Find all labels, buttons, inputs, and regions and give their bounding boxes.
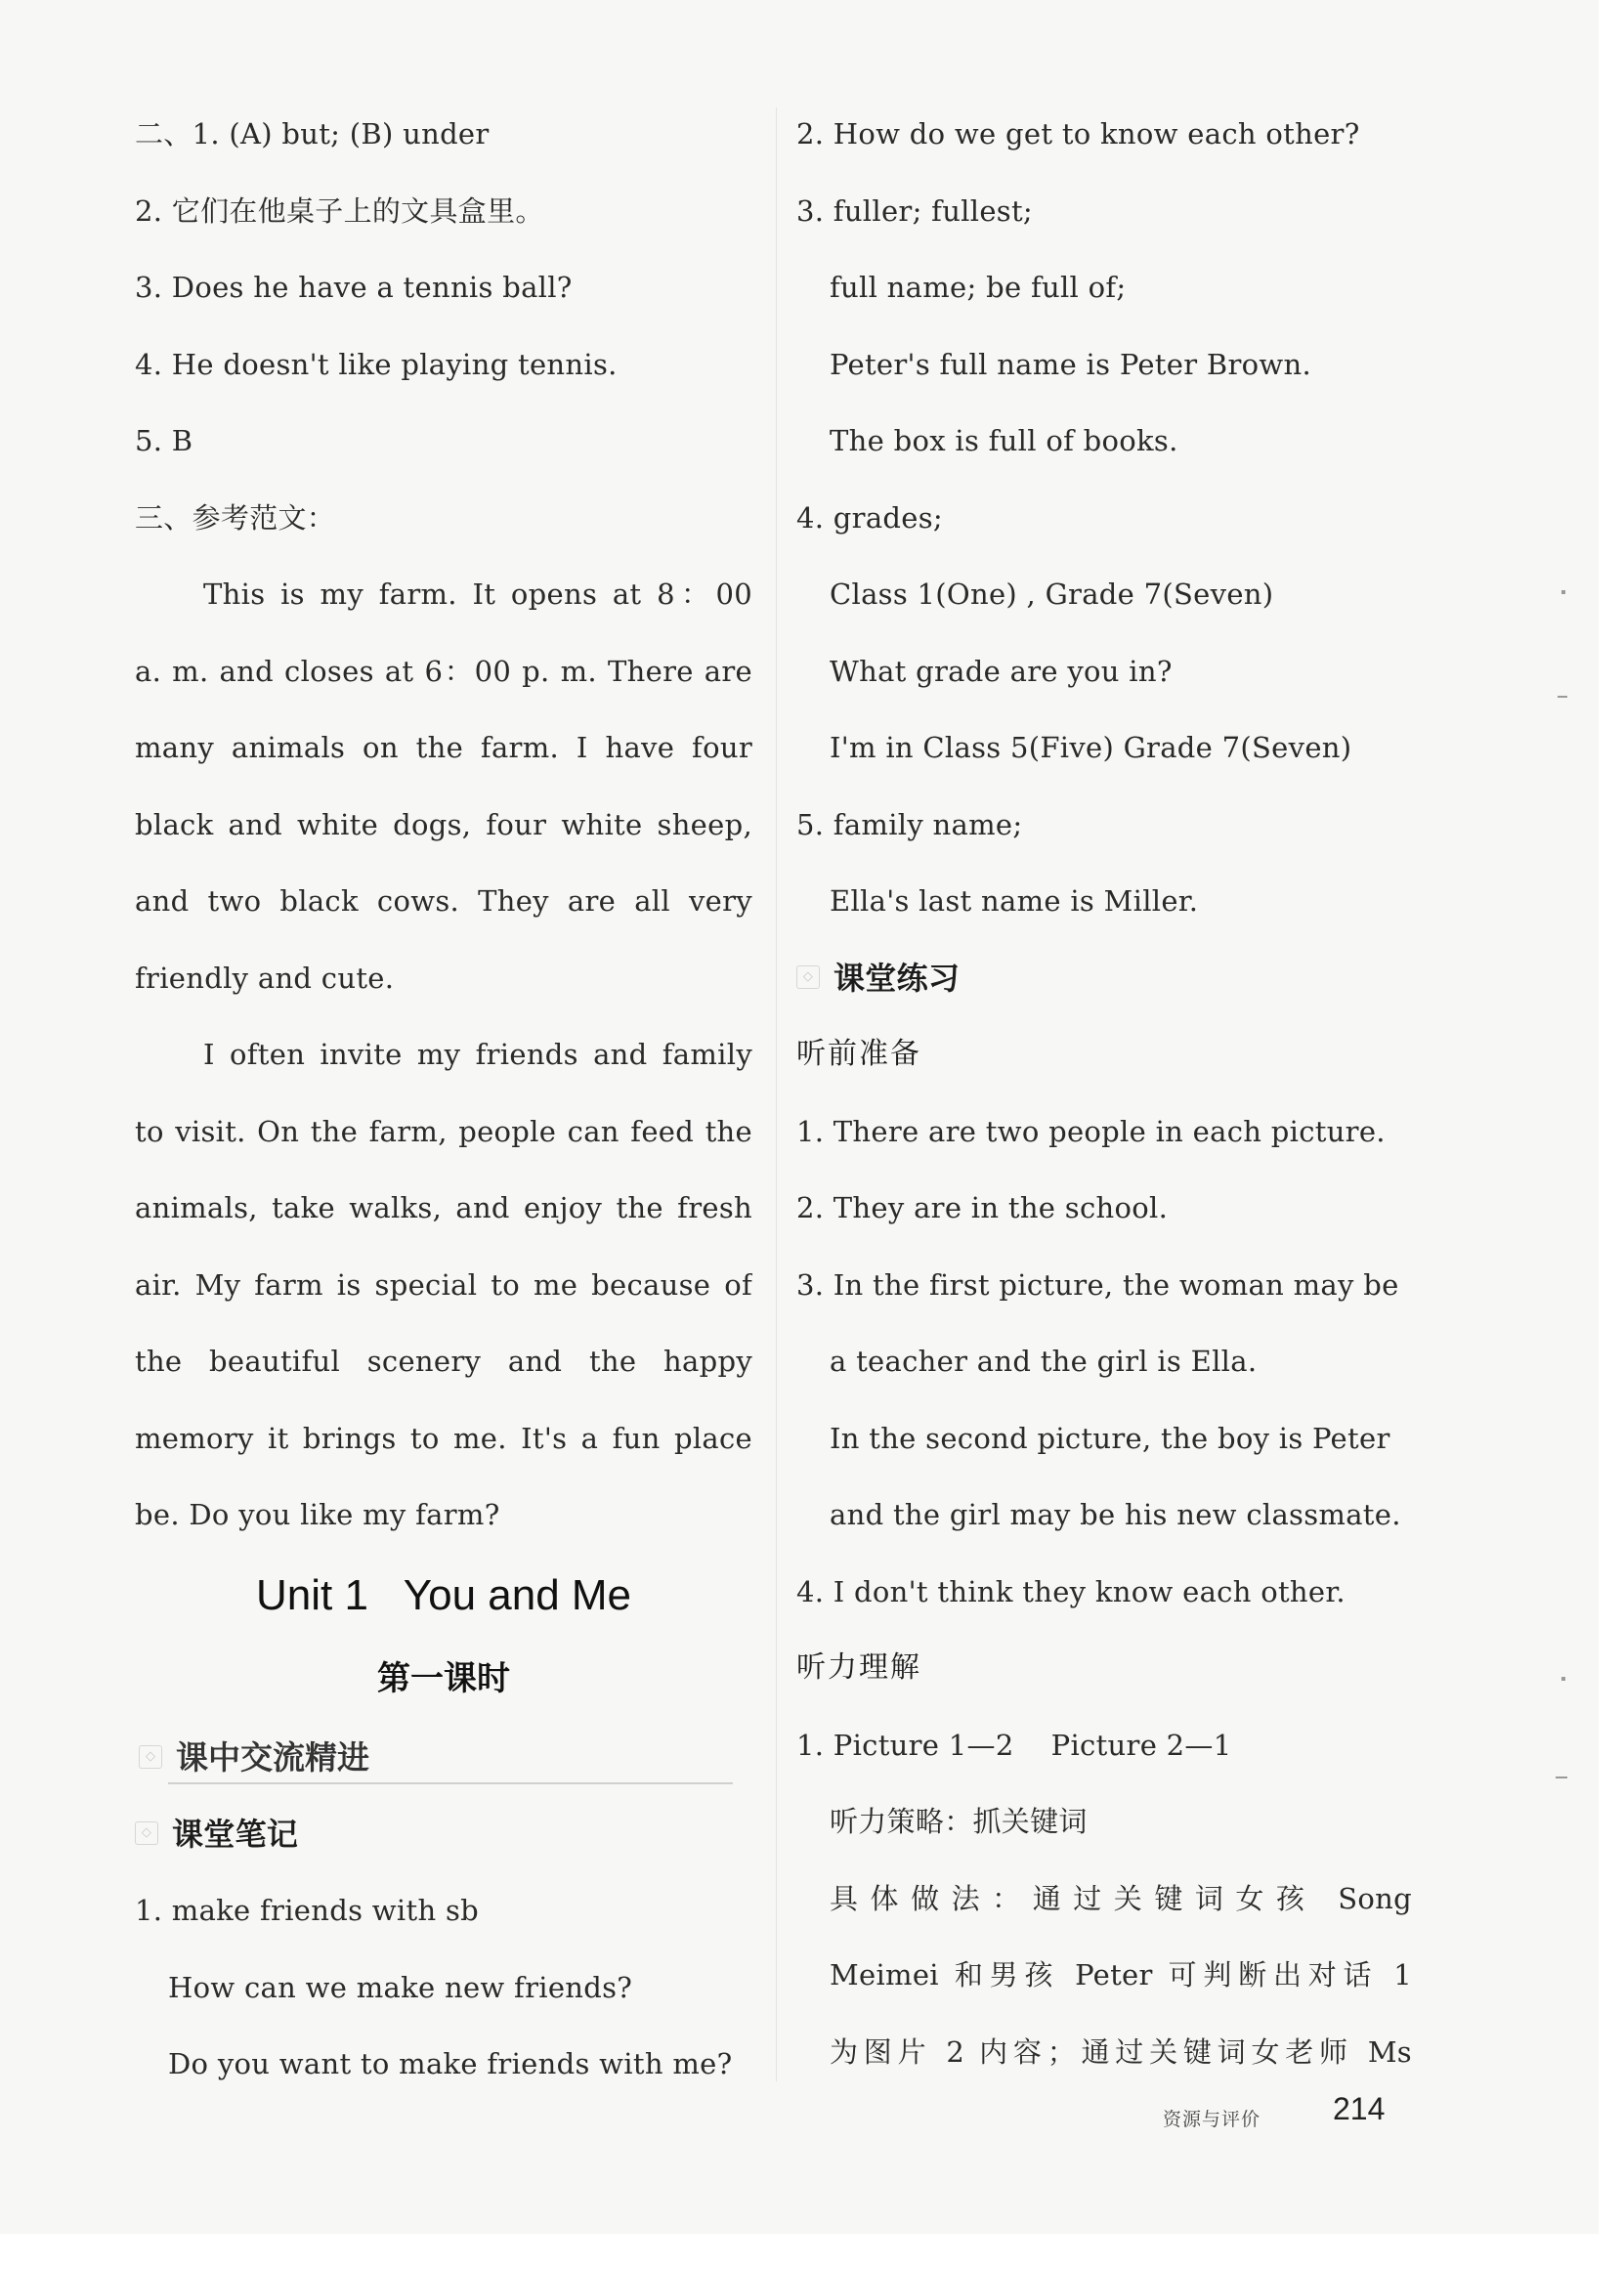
- listening-line: 为图片 2 内容；通过关键词女老师 Ms: [830, 2034, 1412, 2069]
- essay-line: This is my farm. It opens at 8：00: [203, 578, 752, 611]
- divider: [168, 1782, 733, 1784]
- prelisten-line: and the girl may be his new classmate.: [830, 1498, 1401, 1531]
- right-column: [796, 96, 1412, 2090]
- section-three-heading: 三、参考范文：: [135, 500, 336, 535]
- answer-line: 二、1. (A) but; (B) under: [135, 117, 490, 150]
- listening-line: Meimei 和男孩 Peter 可判断出对话 1: [830, 1958, 1412, 1991]
- listening-line: 听力策略：抓关键词: [830, 1805, 1088, 1838]
- page-margin: [0, 2234, 1624, 2269]
- unit-title: Unit 1 You and Me: [255, 1570, 632, 1619]
- notes-line: Peter's full name is Peter Brown.: [830, 347, 1312, 381]
- column-divider: [776, 107, 777, 2081]
- essay-line: the beautiful scenery and the happy: [135, 1345, 752, 1378]
- notes-line: I'm in Class 5(Five) Grade 7(Seven): [830, 731, 1352, 764]
- prelisten-heading: 听前准备: [796, 1037, 921, 1071]
- answer-line: 3. Does he have a tennis ball?: [135, 271, 573, 304]
- notes-line: What grade are you in?: [830, 654, 1173, 688]
- notes-heading: [135, 1796, 752, 1873]
- essay-line: air. My farm is special to me because of: [135, 1267, 752, 1302]
- essay-line: friendly and cute.: [135, 961, 395, 995]
- essay-line: and two black cows. They are all very: [135, 884, 752, 918]
- notes-line: Ella's last name is Miller.: [830, 884, 1199, 918]
- essay-line: I often invite my friends and family: [203, 1038, 752, 1071]
- essay-line: memory it brings to me. It's a fun place: [135, 1421, 752, 1455]
- section-marker-icon: ◇: [139, 1745, 162, 1769]
- notes-line: 2. How do we get to know each other?: [796, 117, 1360, 150]
- notes-line: The box is full of books.: [830, 424, 1178, 457]
- essay-line: a. m. and closes at 6：00 p. m. There are: [135, 654, 752, 688]
- prelisten-line: a teacher and the girl is Ella.: [830, 1345, 1258, 1378]
- prelisten-line: 4. I don't think they know each other.: [796, 1574, 1346, 1608]
- footer-label: 资源与评价: [1163, 2109, 1261, 2130]
- notes-line: full name; be full of;: [830, 271, 1127, 304]
- answer-line: 4. He doesn't like playing tennis.: [135, 347, 618, 381]
- scan-speck: [1556, 1777, 1567, 1778]
- notes-line: 4. grades;: [796, 500, 943, 535]
- page-number: 214: [1333, 2091, 1386, 2126]
- scan-speck: [1558, 696, 1567, 698]
- notes-heading-label: 课堂笔记: [172, 1815, 299, 1853]
- practice-heading-label: 课堂练习: [833, 959, 961, 997]
- listening-line: 具体做法：通过关键词女孩 Song: [830, 1881, 1412, 1915]
- essay-line: animals, take walks, and enjoy the fresh: [135, 1191, 752, 1224]
- lesson-title: 第一课时: [377, 1658, 510, 1698]
- answer-line: 2. 它们在他桌子上的文具盒里。: [135, 193, 544, 228]
- notes-line: How can we make new friends?: [168, 1970, 633, 2004]
- notes-line: Do you want to make friends with me?: [168, 2047, 733, 2080]
- scan-speck: [1561, 1677, 1565, 1681]
- prelisten-line: 3. In the first picture, the woman may be: [796, 1267, 1399, 1302]
- notes-line: 5. family name;: [796, 807, 1023, 841]
- practice-heading: [796, 940, 1412, 1017]
- answer-line: 5. B: [135, 424, 193, 457]
- listening-line: 1. Picture 1—2 Picture 2—1: [796, 1728, 1232, 1762]
- listening-heading: 听力理解: [796, 1650, 921, 1685]
- left-column: [135, 96, 752, 2103]
- notes-line: 3. fuller; fullest;: [796, 193, 1033, 228]
- prelisten-line: 2. They are in the school.: [796, 1191, 1169, 1224]
- section-bar-label: 课中交流精进: [176, 1737, 369, 1777]
- notes-marker-icon: ◇: [135, 1821, 158, 1845]
- essay-line: be. Do you like my farm?: [135, 1498, 500, 1531]
- notes-line: 1. make friends with sb: [135, 1894, 479, 1927]
- essay-line: to visit. On the farm, people can feed the: [135, 1114, 752, 1148]
- practice-marker-icon: ◇: [796, 965, 820, 989]
- essay-line: many animals on the farm. I have four: [135, 731, 752, 764]
- section-bar: [135, 1720, 752, 1796]
- prelisten-line: 1. There are two people in each picture.: [796, 1114, 1386, 1148]
- prelisten-line: In the second picture, the boy is Peter: [830, 1421, 1390, 1455]
- notes-line: Class 1(One) , Grade 7(Seven): [830, 578, 1274, 611]
- essay-line: black and white dogs, four white sheep,: [135, 807, 752, 841]
- scan-speck: [1561, 590, 1565, 594]
- page-margin: [1599, 0, 1624, 2269]
